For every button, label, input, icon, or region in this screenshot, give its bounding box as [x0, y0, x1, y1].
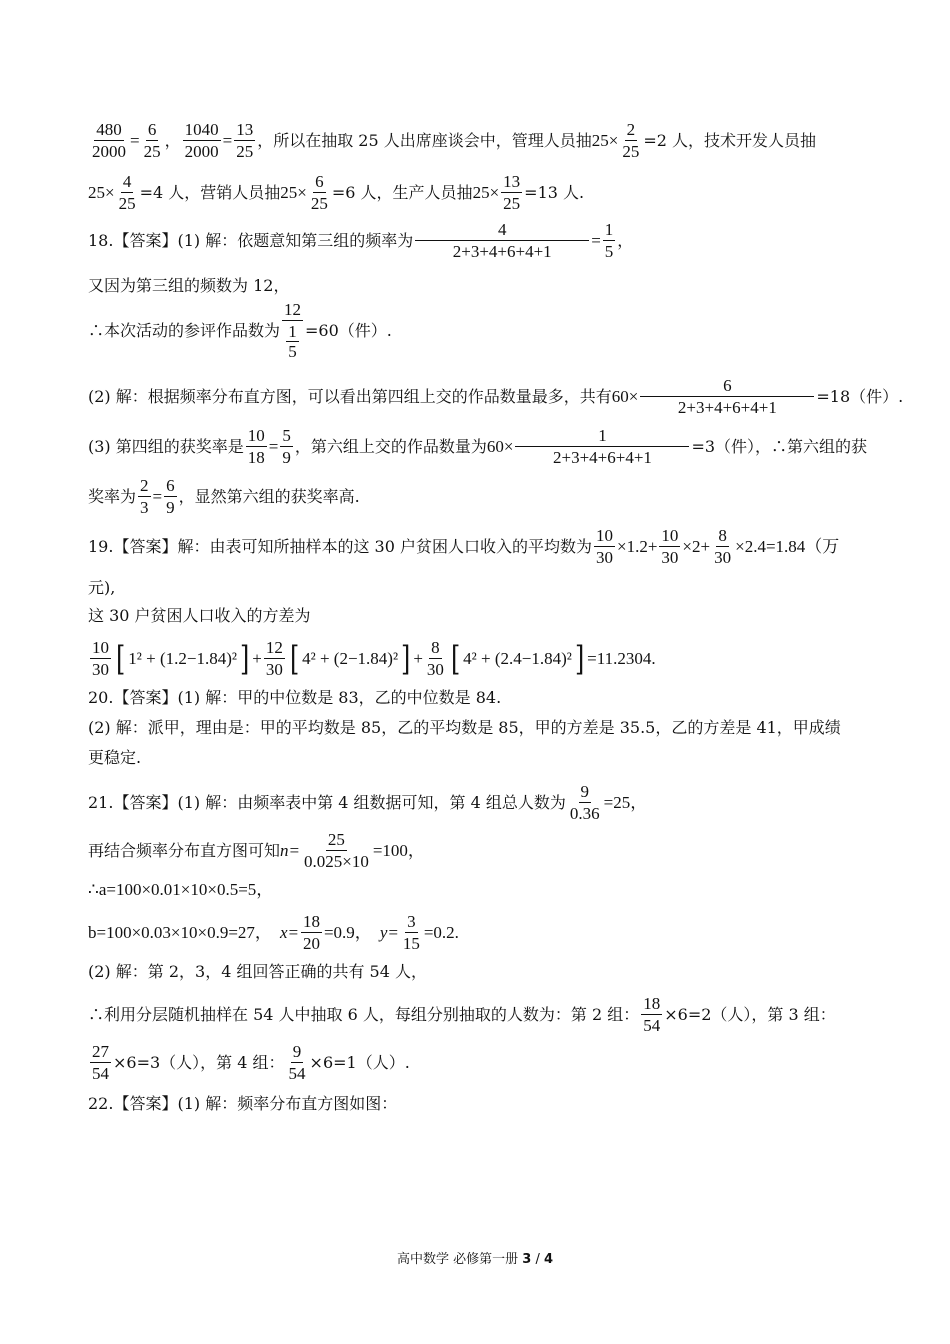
page-number: 3: [522, 1252, 532, 1267]
fraction: $\frac{480}{2000}$: [92, 120, 126, 161]
q19-line-2: 元),: [88, 578, 116, 597]
fraction: $\frac{2}{3}$: [140, 476, 149, 517]
page-footer: 高中数学 必修第一册 3 / 4: [396, 1252, 554, 1267]
fraction: $\frac{10}{30}$: [595, 526, 613, 567]
q21-line-7: $\frac{27}{54}$ ×6=3（人），第 4 组： $\frac{9}{54}$ ×6=1（人）.: [92, 1042, 410, 1083]
q18-line-3: ∴本次活动的参评作品数为 12 1 5 =60（件）.: [88, 300, 392, 361]
page-total: 4: [543, 1252, 554, 1267]
fraction: $\frac{8}{30}$: [426, 638, 444, 679]
fraction: $\frac{9}{54}$: [288, 1042, 306, 1083]
line-1: $\frac{480}{2000}$ = $\frac{6}{25}$ ， $\frac{1040}{2000}$ = $\frac{13}{25}$ ，所以在抽取 25 人出席座谈会中，管理人员抽 25× $\frac{2}{25}$ =2 人，技术开发人员抽: [92, 120, 817, 161]
q18-line-6: 奖率为 $\frac{2}{3}$ = $\frac{6}{9}$ ，显然第六组的获奖率高.: [88, 476, 360, 517]
q21-line-2: 再结合频率分布直方图可知 n= $\frac{25}{0.025\times 10}$ =100，: [88, 830, 425, 871]
fraction: $\frac{6}{2+3+4+6+4+1}$: [640, 376, 814, 417]
fraction: $\frac{10}{30}$: [661, 526, 679, 567]
fraction: $\frac{18}{20}$: [302, 912, 320, 953]
fraction: $\frac{2}{25}$: [622, 120, 640, 161]
fraction: $\frac{12}{30}$: [265, 638, 283, 679]
fraction: $\frac{25}{0.025\times 10}$: [304, 830, 369, 871]
fraction: $\frac{4}{25}$: [118, 172, 136, 213]
fraction: 12 1 5: [284, 300, 302, 361]
fraction: $\frac{10}{30}$: [92, 638, 109, 679]
q21-line-5: (2) 解：第 2，3，4 组回答正确的共有 54 人，: [88, 962, 427, 981]
fraction: $\frac{10}{18}$: [247, 426, 265, 467]
fraction: $\frac{18}{54}$: [643, 994, 661, 1035]
fraction: $\frac{3}{15}$: [402, 912, 420, 953]
fraction: $\frac{6}{9}$: [166, 476, 175, 517]
q21-line-4: b=100×0.03×10×0.9=27， x= $\frac{18}{20}$ =0.9， y= $\frac{3}{15}$ =0.2.: [88, 912, 459, 953]
fraction: $\frac{1}{5}$: [604, 220, 614, 261]
fraction: $\frac{13}{25}$: [503, 172, 521, 213]
fraction: $\frac{4}{2+3+4+6+4+1}$: [415, 220, 589, 261]
q20-line-3: 更稳定.: [88, 748, 142, 767]
q20-line-1: 20.【答案】(1) 解：甲的中位数是 83，乙的中位数是 84.: [88, 688, 502, 707]
q21-line-1: 21.【答案】(1) 解：由频率表中第 4 组数据可知，第 4 组总人数为 $\frac{9}{0.36}$ =25，: [88, 782, 648, 823]
fraction: $\frac{27}{54}$: [92, 1042, 109, 1083]
q20-line-2: (2) 解：派甲，理由是：甲的平均数是 85，乙的平均数是 85，甲的方差是 35.5，乙的方差是 41，甲成绩: [88, 718, 841, 737]
q21-line-6: ∴利用分层随机抽样在 54 人中抽取 6 人，每组分别抽取的人数为：第 2 组： $\frac{18}{54}$ ×6=2（人），第 3 组：: [88, 994, 836, 1035]
q19-line-3: 这 30 户贫困人口收入的方差为: [88, 606, 311, 625]
q18-line-1: 18.【答案】(1) 解：依题意知第三组的频率为 $\frac{4}{2+3+4+6+4+1}$ = $\frac{1}{5}$ ，: [88, 220, 634, 261]
fraction: $\frac{6}{25}$: [310, 172, 328, 213]
q21-line-3: ∴a=100×0.01×10×0.5=5，: [88, 880, 274, 899]
line-2: 25× $\frac{4}{25}$ =4 人，营销人员抽 25× $\frac{6}{25}$ =6 人，生产人员抽 25× $\frac{13}{25}$ =13 人.: [88, 172, 585, 213]
q19-line-1: 19.【答案】解：由表可知所抽样本的这 30 户贫困人口收入的平均数为 $\frac{10}{30}$ ×1.2+ $\frac{10}{30}$ ×2+ $\frac{8}{30}$ ×2.4=1.84（万: [88, 526, 840, 567]
fraction: $\frac{5}{9}$: [282, 426, 291, 467]
fraction: $\frac{8}{30}$: [714, 526, 732, 567]
q18-line-2: 又因为第三组的频数为 12，: [88, 276, 290, 295]
q19-variance: $\frac{10}{30}$ [ 1² + (1.2−1.84)² ] + $\frac{12}{30}$ [ 4² + (2−1.84)² ] + $\frac{8}{30}$ [ 4² + (2.4−1.84)² ] =11.2304.: [92, 638, 656, 679]
fraction: $\frac{1}{2+3+4+6+4+1}$: [515, 426, 689, 467]
fraction: $\frac{6}{25}$: [143, 120, 161, 161]
fraction: $\frac{1040}{2000}$: [184, 120, 219, 161]
q18-line-5: (3) 第四组的获奖率是 $\frac{10}{18}$ = $\frac{5}{9}$ ，第六组上交的作品数量为 60× $\frac{1}{2+3+4+6+4+1}$ =3（件），∴第六组的获: [88, 426, 868, 467]
fraction: $\frac{9}{0.36}$: [569, 782, 600, 823]
q18-line-4: (2) 解：根据频率分布直方图，可以看出第四组上交的作品数量最多，共有 60× $\frac{6}{2+3+4+6+4+1}$ =18（件）.: [88, 376, 904, 417]
q22-line-1: 22.【答案】(1) 解：频率分布直方图如图：: [88, 1094, 398, 1113]
fraction: $\frac{13}{25}$: [236, 120, 254, 161]
